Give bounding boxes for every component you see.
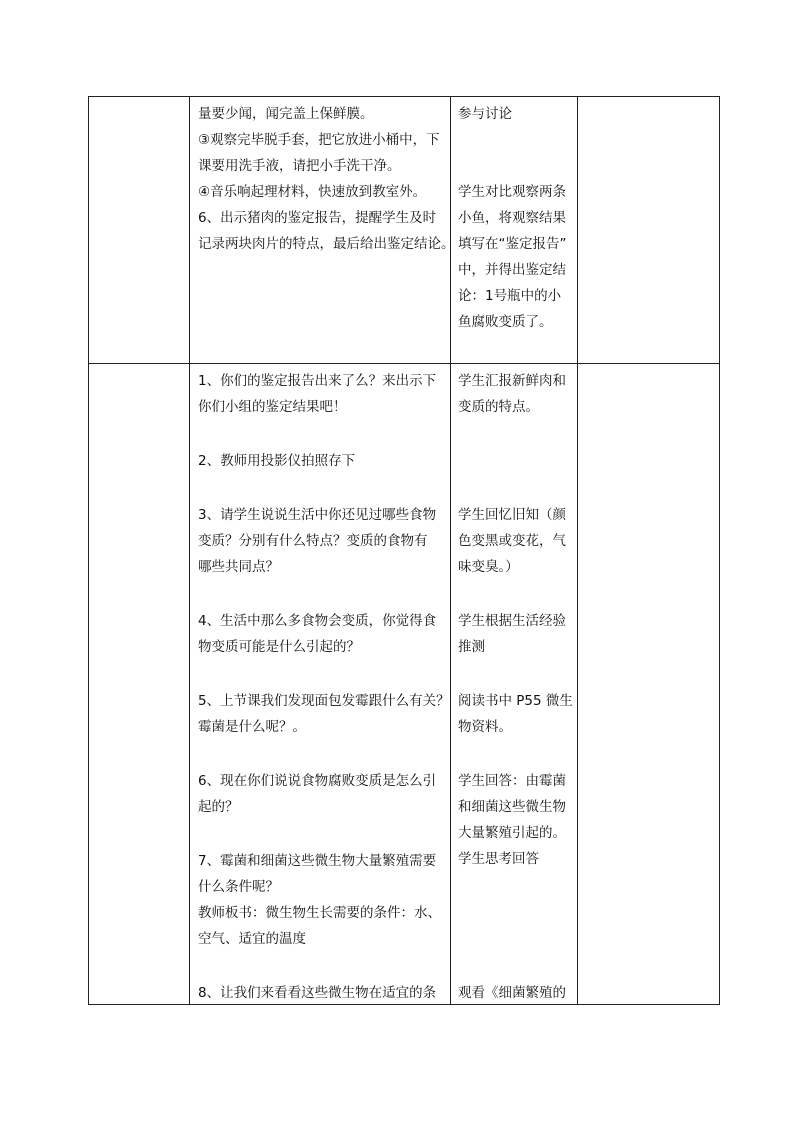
- text-line: 哪些共同点？: [198, 559, 279, 575]
- text-line: 中，并得出鉴定结: [458, 262, 566, 278]
- text-line: ④音乐响起理材料，快速放到教室外。: [198, 184, 427, 200]
- text-line: 变质的特点。: [458, 399, 539, 415]
- text-line: 6、现在你们说说食物腐败变质是怎么引: [198, 773, 437, 789]
- text-line: 和细菌这些微生物: [458, 799, 566, 815]
- text-line: 记录两块肉片的特点，最后给出鉴定结论。: [198, 236, 455, 252]
- text-line: 学生回答：由霉菌: [458, 773, 566, 789]
- text-line: 7、霉菌和细菌这些微生物大量繁殖需要: [198, 853, 437, 869]
- text-line: 课要用洗手液，请把小手洗干净。: [198, 158, 401, 174]
- text-line: 学生汇报新鲜肉和: [458, 373, 566, 389]
- teacher-activity-cell: [190, 364, 451, 1005]
- table-row: [89, 97, 720, 364]
- text-line: 论：1号瓶中的小: [458, 288, 562, 304]
- text-line: 物资料。: [458, 719, 512, 735]
- text-line: 5、上节课我们发现面包发霉跟什么有关？: [198, 693, 450, 709]
- stage-cell: [89, 364, 190, 1005]
- stage-cell: [89, 97, 190, 364]
- text-line: 6、出示猪肉的鉴定报告，提醒学生及时: [198, 210, 437, 226]
- text-line: 味变臭。）: [458, 559, 519, 575]
- text-line: 你们小组的鉴定结果吧！: [198, 399, 347, 415]
- text-line: 推测: [458, 639, 485, 655]
- text-line: 色变黑或变花，气: [458, 533, 566, 549]
- text-line: 学生对比观察两条: [458, 184, 566, 200]
- text-line: 量要少闻，闻完盖上保鲜膜。: [198, 106, 374, 122]
- text-line: 学生根据生活经验: [458, 613, 566, 629]
- text-line: 变质？分别有什么特点？变质的食物有: [198, 533, 428, 549]
- text-line: 起的？: [198, 799, 239, 815]
- text-line: ③观察完毕脱手套，把它放进小桶中，下: [198, 132, 440, 148]
- design-intent-cell: [578, 97, 720, 364]
- text-line: 教师板书：微生物生长需要的条件：水、: [198, 905, 441, 921]
- text-line: 填写在“鉴定报告”: [458, 236, 567, 252]
- table-row: [89, 364, 720, 1005]
- text-line: 小鱼，将观察结果: [458, 210, 566, 226]
- text-line: 4、生活中那么多食物会变质，你觉得食: [198, 613, 437, 629]
- text-line: 空气、适宜的温度: [198, 931, 306, 947]
- text-line: 学生思考回答: [458, 851, 539, 867]
- design-intent-cell: [578, 364, 720, 1005]
- text-line: 霉菌是什么呢？。: [198, 719, 306, 735]
- text-line: 阅读书中 P55 微生: [458, 693, 573, 709]
- text-line: 观看《细菌繁殖的: [458, 985, 566, 1001]
- text-line: 什么条件呢？: [198, 879, 279, 895]
- text-line: 1、你们的鉴定报告出来了么？来出示下: [198, 373, 437, 389]
- text-line: 鱼腐败变质了。: [458, 314, 553, 330]
- student-activity-cell: [451, 364, 578, 1005]
- text-line: 3、请学生说说生活中你还见过哪些食物: [198, 507, 437, 523]
- text-line: 8、让我们来看看这些微生物在适宜的条: [198, 985, 437, 1001]
- text-line: 学生回忆旧知（颜: [458, 507, 566, 523]
- text-line: 物变质可能是什么引起的？: [198, 639, 360, 655]
- teacher-activity-cell: [190, 97, 455, 364]
- lesson-plan-table: [88, 96, 720, 1005]
- text-line: 参与讨论: [458, 106, 512, 122]
- text-line: 大量繁殖引起的。: [458, 825, 566, 841]
- student-activity-cell: [451, 97, 578, 364]
- text-line: 2、教师用投影仪拍照存下: [198, 453, 356, 469]
